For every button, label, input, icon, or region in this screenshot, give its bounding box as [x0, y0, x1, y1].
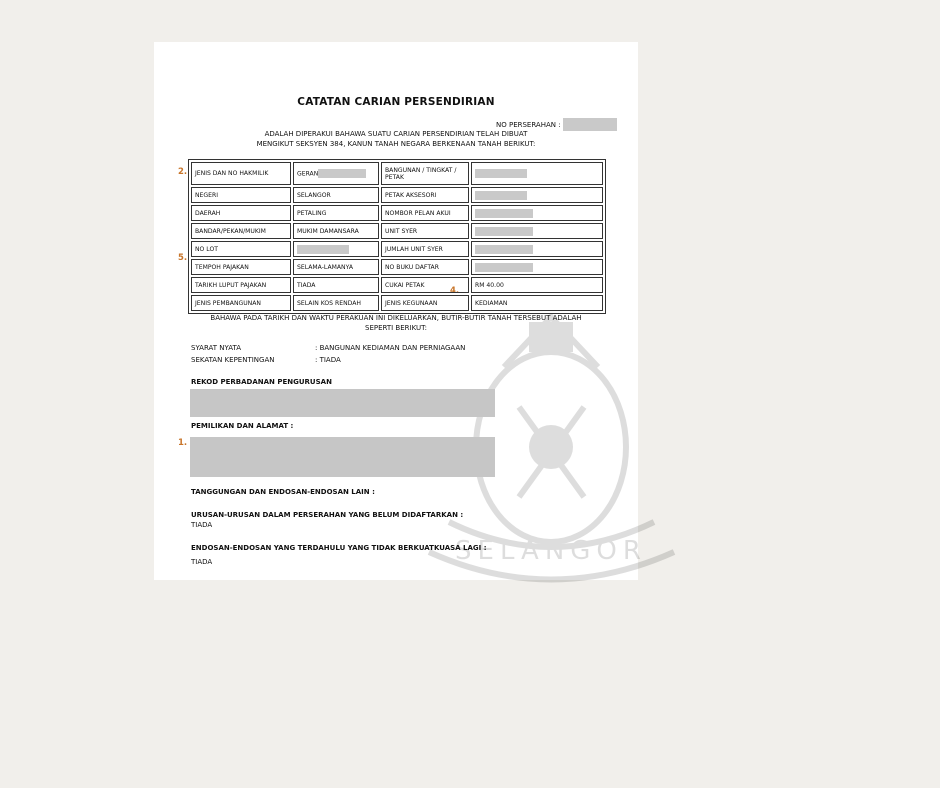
- sekatan-value: : TIADA: [315, 356, 341, 364]
- sekatan-label: SEKATAN KEPENTINGAN: [191, 356, 275, 364]
- row-label: TARIKH LUPUT PAJAKAN: [191, 277, 291, 293]
- row-label: JENIS KEGUNAAN: [381, 295, 469, 311]
- row-value: [471, 223, 603, 239]
- marker-2: 2.: [178, 167, 188, 177]
- row-label: NO LOT: [191, 241, 291, 257]
- marker-4: 4.: [450, 286, 460, 296]
- svg-text:SELANGOR: SELANGOR: [455, 536, 647, 566]
- document-page: [154, 42, 647, 580]
- redacted-value: [475, 263, 533, 272]
- table-row: [191, 223, 603, 239]
- table-row: [191, 205, 603, 221]
- redacted-value: [475, 245, 533, 254]
- row-value: SELANGOR: [293, 187, 379, 203]
- redacted-value: [475, 169, 527, 178]
- row-value: KEDIAMAN: [471, 295, 603, 311]
- redacted-value: [475, 209, 533, 218]
- row-label: JUMLAH UNIT SYER: [381, 241, 469, 257]
- syarat-nyata-row: [191, 344, 465, 352]
- row-label: NEGERI: [191, 187, 291, 203]
- row-label: NO BUKU DAFTAR: [381, 259, 469, 275]
- redacted-value: [475, 191, 527, 200]
- statement-text: BAHAWA PADA TARIKH DAN WAKTU PERAKUAN INI DIKELUARKAN, BUTIR-BUTIR TANAH TERSEBUT ADALAH SEPERTI BERIKUT:: [210, 314, 582, 332]
- row-value: TIADA: [293, 277, 379, 293]
- marker-1: 1.: [178, 438, 188, 448]
- row-value: [471, 241, 603, 257]
- row-value: [293, 241, 379, 257]
- table-row: [191, 162, 603, 185]
- redacted-value: [475, 227, 533, 236]
- row-label: BANGUNAN / TINGKAT / PETAK: [381, 162, 469, 185]
- urusan-value: TIADA: [191, 521, 213, 529]
- row-label: CUKAI PETAK: [381, 277, 469, 293]
- endosan-value: TIADA: [191, 558, 213, 566]
- redacted-value: [297, 245, 349, 254]
- row-label: TEMPOH PAJAKAN: [191, 259, 291, 275]
- row-label: DAERAH: [191, 205, 291, 221]
- table-row: [191, 259, 603, 275]
- sekatan-row: [191, 356, 341, 364]
- row-value: SELAMA-LAMANYA: [293, 259, 379, 275]
- row-label: BANDAR/PEKAN/MUKIM: [191, 223, 291, 239]
- row-value: RM 40.00: [471, 277, 603, 293]
- pemilikan-heading: PEMILIKAN DAN ALAMAT :: [191, 422, 294, 430]
- no-perserahan-label: NO PERSERAHAN :: [496, 120, 561, 129]
- rekod-heading: REKOD PERBADANAN PENGURUSAN: [191, 378, 332, 386]
- redacted-pemilikan-block: [190, 437, 495, 477]
- title-details-table: [188, 159, 606, 314]
- table-row: [191, 295, 603, 311]
- row-label: PETAK AKSESORI: [381, 187, 469, 203]
- row-value: GERAN: [293, 162, 379, 185]
- endosan-heading: ENDOSAN-ENDOSAN YANG TERDAHULU YANG TIDAK BERKUATKUASA LAGI :: [191, 544, 487, 552]
- syarat-label: SYARAT NYATA: [191, 344, 242, 352]
- tanggungan-heading: TANGGUNGAN DAN ENDOSAN-ENDOSAN LAIN :: [191, 488, 375, 496]
- urusan-heading: URUSAN-URUSAN DALAM PERSERAHAN YANG BELUM DIDAFTARKAN :: [191, 511, 464, 519]
- row-value: [471, 205, 603, 221]
- table-row: [191, 187, 603, 203]
- table-row: [191, 241, 603, 257]
- row-value: [471, 187, 603, 203]
- syarat-value: : BANGUNAN KEDIAMAN DAN PERNIAGAAN: [315, 344, 466, 352]
- row-label: JENIS PEMBANGUNAN: [191, 295, 291, 311]
- row-value: PETALING: [293, 205, 379, 221]
- intro-text: ADALAH DIPERAKUI BAHAWA SUATU CARIAN PERSENDIRIAN TELAH DIBUAT MENGIKUT SEKSYEN 384, KANUN TANAH NEGARA BERKENAAN TANAH BERIKUT:: [256, 130, 536, 148]
- row-label: NOMBOR PELAN AKUI: [381, 205, 469, 221]
- row-value: MUKIM DAMANSARA: [293, 223, 379, 239]
- row-value: [471, 162, 603, 185]
- marker-5: 5.: [178, 253, 188, 263]
- row-value: [471, 259, 603, 275]
- table-row: [191, 277, 603, 293]
- document-title: CATATAN CARIAN PERSENDIRIAN: [297, 96, 495, 108]
- redacted-value: [318, 169, 366, 178]
- row-label: JENIS DAN NO HAKMILIK: [191, 162, 291, 185]
- row-label: UNIT SYER: [381, 223, 469, 239]
- row-value: SELAIN KOS RENDAH: [293, 295, 379, 311]
- redacted-rekod-block: [190, 389, 495, 417]
